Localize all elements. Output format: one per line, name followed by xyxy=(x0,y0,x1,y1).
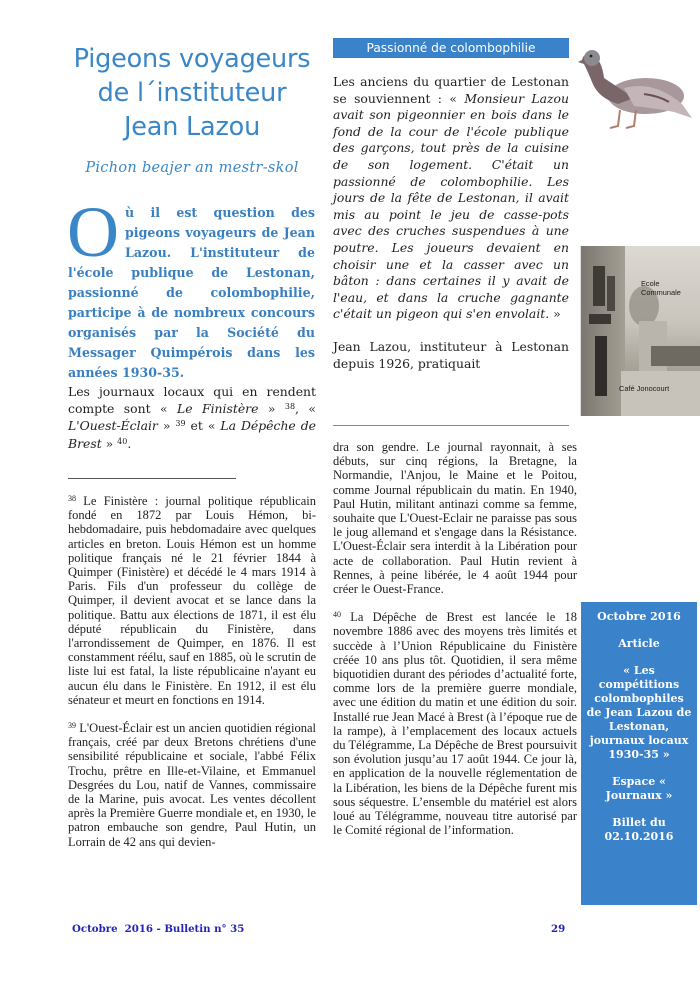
article-title xyxy=(66,42,318,144)
newspaper-name: L'Ouest-Éclair xyxy=(68,418,158,434)
quote-paragraph: Les anciens du quartier de Lestonan se souviennent : « Monsieur Lazou avait son pigeonnier en bois dans le fond de la cour de l'école publique des garçons, tout près de la cuisine de son logement. C'était un passionné de colombophilie. Les jours de la fête de Lestonan, il avait mis au point le jeu de casse-pots avec des cruches suspendues à une poutre. Les joueurs devaient en choisir une et la casser avec un bâton : dans certaines il y avait de l'eau, et dans la cruche gagnante c'était un pigeon qui s'en envolait. » xyxy=(333,74,569,322)
photo-caption-school: Ecole Communale xyxy=(641,279,681,297)
pigeon-eye xyxy=(590,55,593,58)
pigeon-head xyxy=(584,50,600,66)
info-space: Espace « Journaux » xyxy=(605,775,673,802)
footer-bulletin: Octobre 2016 - Bulletin n° 35 xyxy=(72,923,245,935)
info-date: Octobre 2016 xyxy=(597,610,681,623)
footnote-ref[interactable]: 38 xyxy=(284,402,296,412)
drop-cap: O xyxy=(67,192,119,272)
body-paragraph-left: Les journaux locaux qui en rendent compte sont « Le Finistère » $^{38}$, « L'Ouest-Éclair » $^{39}$ et « La Dépêche de Brest » $^{40}$. xyxy=(68,384,316,451)
footnotes-left xyxy=(68,494,316,849)
body-paragraph: Jean Lazou, instituteur à Lestonan depuis 1926, pratiquait xyxy=(333,338,569,371)
newspaper-name: Le Finistère xyxy=(177,401,259,417)
info-billet: Billet du 02.10.2016 xyxy=(604,816,674,843)
footnotes-right xyxy=(333,440,577,837)
info-type: Article xyxy=(618,637,660,650)
quote-text: Monsieur Lazou avait son pigeonnier en bois dans le fond de la cour de l'école publique des garçons, tout près de la cuisine de son logement. C'était un passionné de colombophilie. Les jours de la fête de Lestonan, il avait mis au point le jeu de casse-pots avec des cruches suspendues à une poutre. Les joueurs devaient en choisir une et la casser avec un bâton : dans certaines il y avait de l'eau, et dans la cruche gagnante c'était un pigeon qui s'en envolait. xyxy=(333,90,569,322)
school-photo xyxy=(580,246,700,416)
footnote-39: $^{39}$ L'Ouest-Éclair est un ancien quotidien régional français, créé par deux Bretons chrétiens d'une sensibilité républicaine et sociale, l'abbé Félix Trochu, prêtre en Ille-et-Vilaine, et Emmanuel Desgrées du Lou, natif de Vannes, commissaire de la Marine, puis avocat. Les ventes décollent après la Première Guerre mondiale et, en 1930, le patron embauche son gendre, Paul Hutin, un Lorrain de 42 ans qui devien- xyxy=(68,721,316,849)
page-number: 29 xyxy=(551,923,566,935)
footnote-40: $^{40}$ La Dépêche de Brest est lancée le 18 novembre 1886 avec des moyens très limités et succède à l’Union Républicaine du Finistère créée 10 ans plus tôt. Quotidien, il sera même biquotidien durant des périodes d’actualité forte, comme lors de la première guerre mondiale, avec une édition du matin et une édition du soir. Installé rue Jean Macé à Brest (à l’époque rue de la rampe), à l’emplacement des locaux actuels du Télégramme, La Dépêche de Brest poursuivit son évolution jusqu’au 17 août 1944. Ce jour là, en application de la nouvelle réglementation de la Libération, les biens de la Dépêche furent mis sous séquestre. L’ensemble du matériel est alors loué au Télégramme, nouveau titre autorisé par le Comité régional de l’information. xyxy=(333,610,577,838)
footnote-ref[interactable]: 40 xyxy=(117,436,128,446)
section-heading: Passionné de colombophilie xyxy=(333,38,569,58)
footnote-ref[interactable]: 39 xyxy=(175,419,186,429)
intro-text: ù il est question des pigeons voyageurs de Jean Lazou. L'instituteur de l'école publique de Lestonan, passionné de colombophilie, participe à de nombreux concours organisés par la Société du Messager Quimpérois dans les années 1930-35. xyxy=(68,205,315,380)
newspaper-name: La Dépêche de Brest xyxy=(68,418,316,451)
title-line: de l´instituteur xyxy=(97,78,287,108)
column-divider xyxy=(333,425,569,426)
intro-paragraph xyxy=(67,192,315,383)
title-line: Pigeons voyageurs xyxy=(73,44,311,74)
footnote-divider xyxy=(68,478,236,479)
footnote-39-continued: dra son gendre. Le journal rayonnait, à ses débuts, sur cinq régions, la Bretagne, la Normandie, l'Anjou, le Maine et le Poitou, comme Journal républicain du matin. En 1940, Paul Hutin, militant antinazi comme sa femme, souhaite que L'Ouest-Eclair ne paraisse pas sous le joug allemand et s'engage dans la Résistance. L'Ouest-Éclair sera interdit à la Libération pour acte de collaboration. Paul Hutin revient à Rennes, à peine libérée, le 4 août 1944 pour créer le Ouest-France. xyxy=(333,440,577,597)
info-article-title: « Les compétitions colombophiles de Jean Lazou de Lestonan, journaux locaux 1930-35 » xyxy=(586,664,692,761)
article-info-box xyxy=(581,602,697,905)
body-right-column xyxy=(333,74,569,372)
pigeon-image xyxy=(574,38,698,136)
title-line: Jean Lazou xyxy=(123,112,261,142)
footnote-38: $^{38}$ Le Finistère : journal politique républicain fondé en 1872 par Louis Hémon, bi-hebdomadaire, puis hebdomadaire avec quelques articles en breton. Louis Hémon est un homme politique français né le 21 février 1844 à Quimper (Finistère) et décédé le 4 mars 1914 à Paris. Fils d'un professeur du collège de Quimper, il devient avocat et se lance dans la politique. Battu aux élections de 1871, il est élu député républicain du Finistère, dans l'arrondissement de Quimper, en 1876. Il est constamment réélu, sauf en 1885, où le scrutin de liste lui est fatal, la liste républicaine n'ayant eu aucun élu dans le Finistère. En 1912, il est élu sénateur et meurt en fonctions en 1914. xyxy=(68,494,317,707)
article-subtitle: Pichon beajer an mestr-skol xyxy=(85,160,299,176)
photo-caption-cafe: Café Jonocourt xyxy=(619,384,670,393)
